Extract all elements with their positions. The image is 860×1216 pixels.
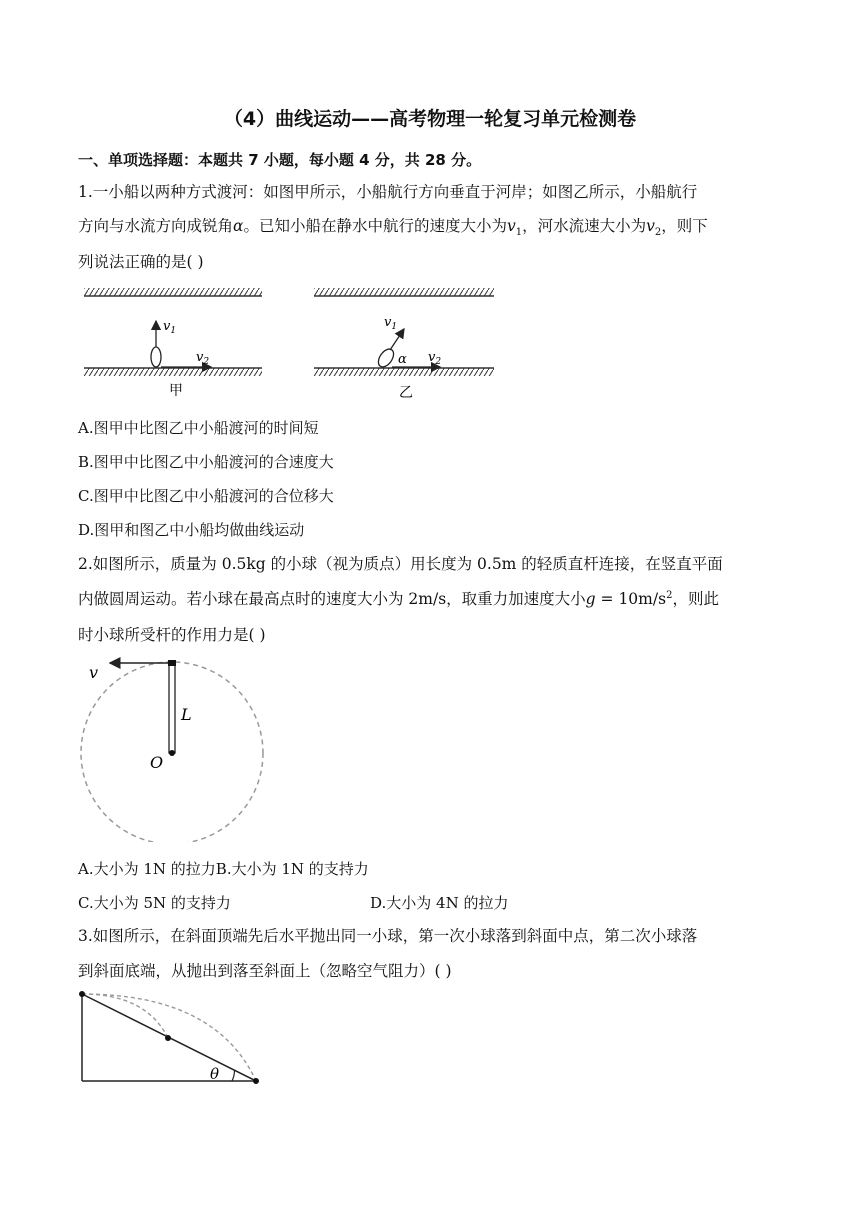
v2-label: $v_2$ (196, 350, 210, 367)
q1-option-b: B.图甲中比图乙中小船渡河的合速度大 (78, 453, 334, 471)
boat-icon (375, 346, 396, 369)
q1-line-2-part-b: 。已知小船在静水中航行的速度大小为 (243, 217, 507, 235)
v1-arrow (390, 329, 404, 350)
q1-figure (78, 282, 508, 402)
O-label: O (150, 753, 164, 772)
q2-line-1: 2.如图所示，质量为 0.5kg 的小球（视为质点）用长度为 0.5m 的轻质直杆连接，在竖直平面 (78, 555, 723, 573)
v1-label: $v_1$ (384, 315, 398, 332)
v-label: v (89, 663, 99, 682)
q3-line-1: 3.如图所示，在斜面顶端先后水平抛出同一小球，第一次小球落到斜面中点，第二次小球落 (78, 927, 698, 945)
q2-line-2-part-b: ，则此 (672, 590, 719, 608)
angle-arc (232, 1070, 235, 1081)
top-bank-hatch (314, 288, 494, 296)
q2-options-ab: A.大小为 1N 的拉力B.大小为 1N 的支持力 (78, 860, 369, 878)
rod (169, 663, 175, 753)
q1-line-1: 1.一小船以两种方式渡河：如图甲所示，小船航行方向垂直于河岸；如图乙所示，小船航行 (78, 183, 698, 201)
caption-yi: 乙 (399, 385, 413, 401)
bottom-bank-hatch (84, 368, 262, 376)
q1-option-c: C.图甲中比图乙中小船渡河的合位移大 (78, 487, 334, 505)
v1-subscript: 1 (515, 227, 523, 239)
v1-label: $v_1$ (163, 319, 177, 336)
v-symbol: v (507, 217, 516, 235)
q1-option-d: D.图甲和图乙中小船均做曲线运动 (78, 521, 305, 539)
q2-line-3: 时小球所受杆的作用力是( ) (78, 626, 266, 644)
boat-icon (151, 347, 161, 367)
g-symbol: g (585, 590, 596, 608)
midpoint-ball (165, 1035, 171, 1041)
q2-line-2 (78, 587, 719, 609)
q1-line-2-part-c: ，河水流速大小为 (522, 217, 647, 235)
q2-option-d: D.大小为 4N 的拉力 (370, 894, 509, 912)
launch-point (79, 991, 85, 997)
q1-line-3: 列说法正确的是( ) (78, 253, 204, 271)
section-heading: 一、单项选择题：本题共 7 小题，每小题 4 分，共 28 分。 (78, 151, 482, 169)
q3-figure (76, 988, 266, 1088)
g-unit-exponent: 2 (666, 589, 673, 601)
theta-label: θ (210, 1065, 220, 1083)
g-value: = 10m/s (595, 590, 667, 608)
caption-jia: 甲 (169, 383, 183, 399)
top-bank-hatch (84, 288, 262, 296)
pivot-o (169, 750, 175, 756)
L-label: L (181, 705, 192, 724)
q2-line-2-part-a: 内做圆周运动。若小球在最高点时的速度大小为 2m/s，取重力加速度大小 (78, 590, 586, 608)
alpha-label: α (398, 352, 407, 367)
figure-jia (84, 288, 262, 399)
figure-yi (314, 288, 494, 401)
bottom-ball (253, 1078, 259, 1084)
alpha-symbol: α (233, 217, 244, 235)
ball-at-top (168, 660, 176, 666)
document-title: （4）曲线运动——高考物理一轮复习单元检测卷 (223, 108, 637, 130)
bottom-bank-hatch (314, 368, 494, 376)
q1-line-2-part-d: ，则下 (661, 217, 708, 235)
q3-line-2: 到斜面底端，从抛出到落至斜面上（忽略空气阻力）( ) (78, 962, 452, 980)
q2-figure (78, 652, 278, 842)
q1-line-2 (78, 214, 708, 238)
q1-option-a: A.图甲中比图乙中小船渡河的时间短 (78, 419, 319, 437)
v2-subscript: 2 (654, 227, 662, 239)
q1-line-2-part-a: 方向与水流方向成锐角 (78, 217, 234, 235)
v2-label: $v_2$ (428, 350, 442, 367)
v-symbol: v (646, 217, 655, 235)
q2-option-c: C.大小为 5N 的支持力 (78, 894, 231, 912)
